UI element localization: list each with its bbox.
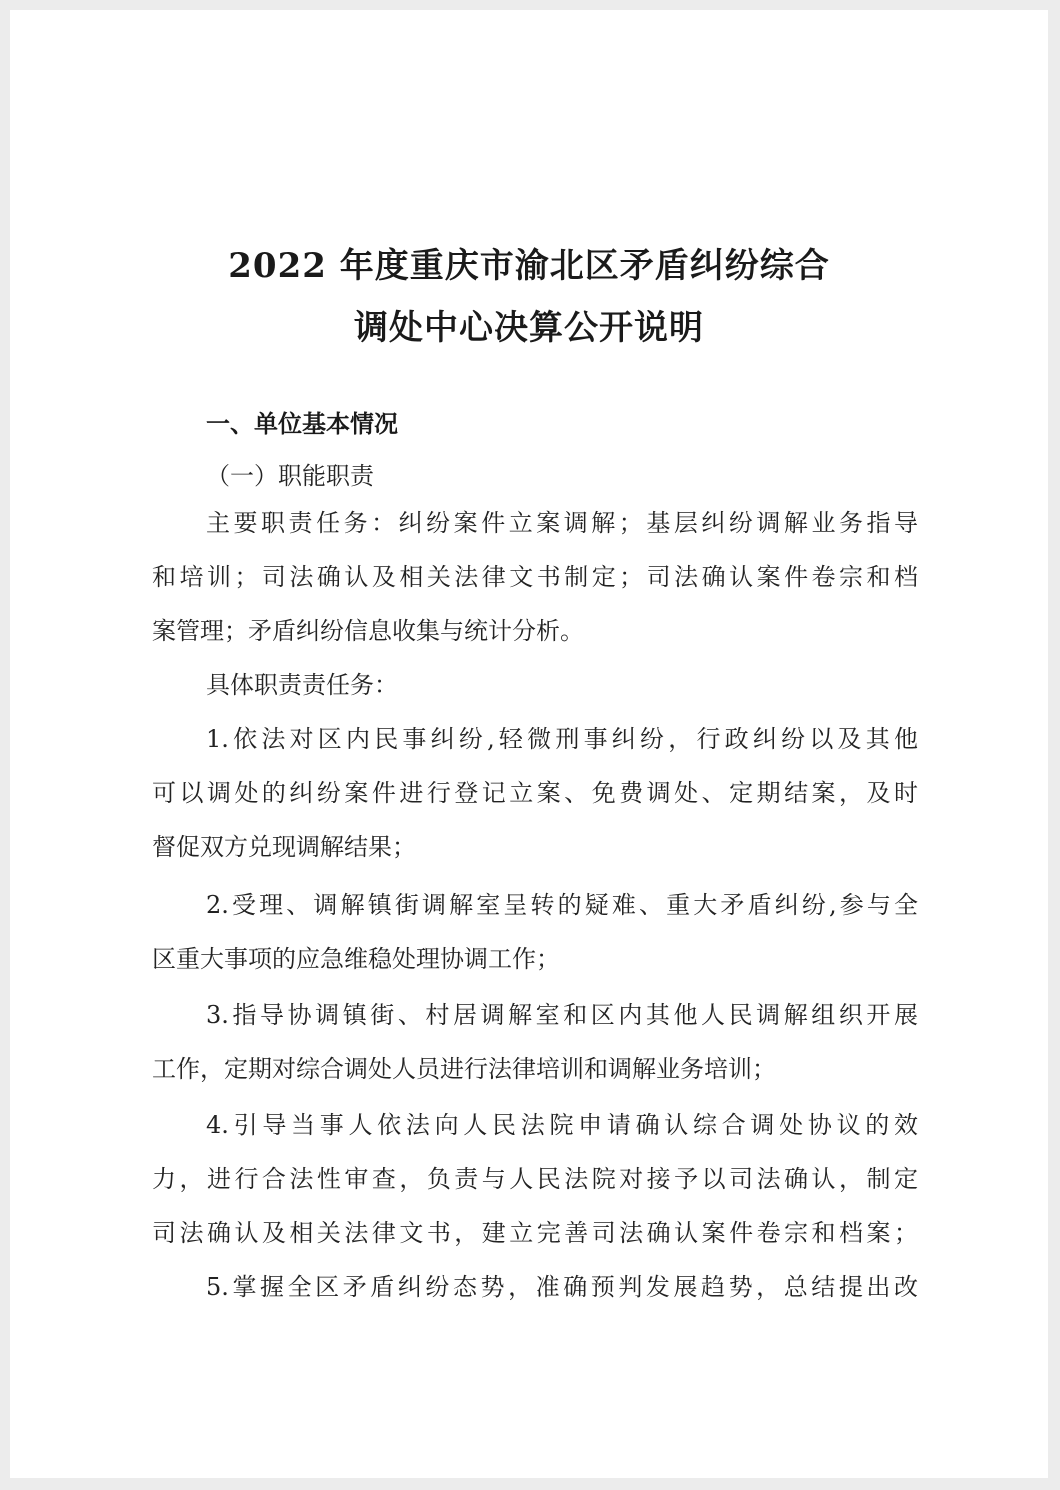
paragraph-line: 司法确认及相关法律文书，建立完善司法确认案件卷宗和档案； (152, 1219, 918, 1247)
paragraph-line: 力，进行合法性审查，负责与人民法院对接予以司法确认，制定 (152, 1165, 918, 1193)
document-title-line-1: 2022 年度重庆市渝北区矛盾纠纷综合 (228, 246, 830, 286)
paragraph-line: 督促双方兑现调解结果； (152, 833, 416, 861)
paragraph-line: 可以调处的纠纷案件进行登记立案、免费调处、定期结案，及时 (152, 779, 918, 807)
paragraph-line: 3.指导协调镇街、村居调解室和区内其他人民调解组织开展 (206, 1001, 918, 1029)
paragraph-line: 4.引导当事人依法向人民法院申请确认综合调处协议的效 (206, 1111, 918, 1139)
paragraph-line: 区重大事项的应急维稳处理协调工作； (152, 945, 560, 973)
paragraph-line: 具体职责责任务： (206, 671, 398, 699)
document-title-line-2: 调处中心决算公开说明 (354, 308, 704, 348)
paragraph-line: 5.掌握全区矛盾纠纷态势，准确预判发展趋势，总结提出改 (206, 1273, 918, 1301)
paragraph-line: 工作，定期对综合调处人员进行法律培训和调解业务培训； (152, 1055, 776, 1083)
section-heading: 一、单位基本情况 (206, 410, 398, 438)
document-page (10, 10, 1048, 1478)
paragraph-line: 1.依法对区内民事纠纷,轻微刑事纠纷，行政纠纷以及其他 (206, 725, 918, 753)
paragraph-line: 案管理；矛盾纠纷信息收集与统计分析。 (152, 617, 584, 645)
subsection-heading: （一）职能职责 (206, 462, 374, 490)
paragraph-line: 2.受理、调解镇街调解室呈转的疑难、重大矛盾纠纷,参与全 (206, 891, 918, 919)
paragraph-line: 主要职责任务：纠纷案件立案调解；基层纠纷调解业务指导 (206, 509, 918, 537)
paragraph-line: 和培训；司法确认及相关法律文书制定；司法确认案件卷宗和档 (152, 563, 918, 591)
